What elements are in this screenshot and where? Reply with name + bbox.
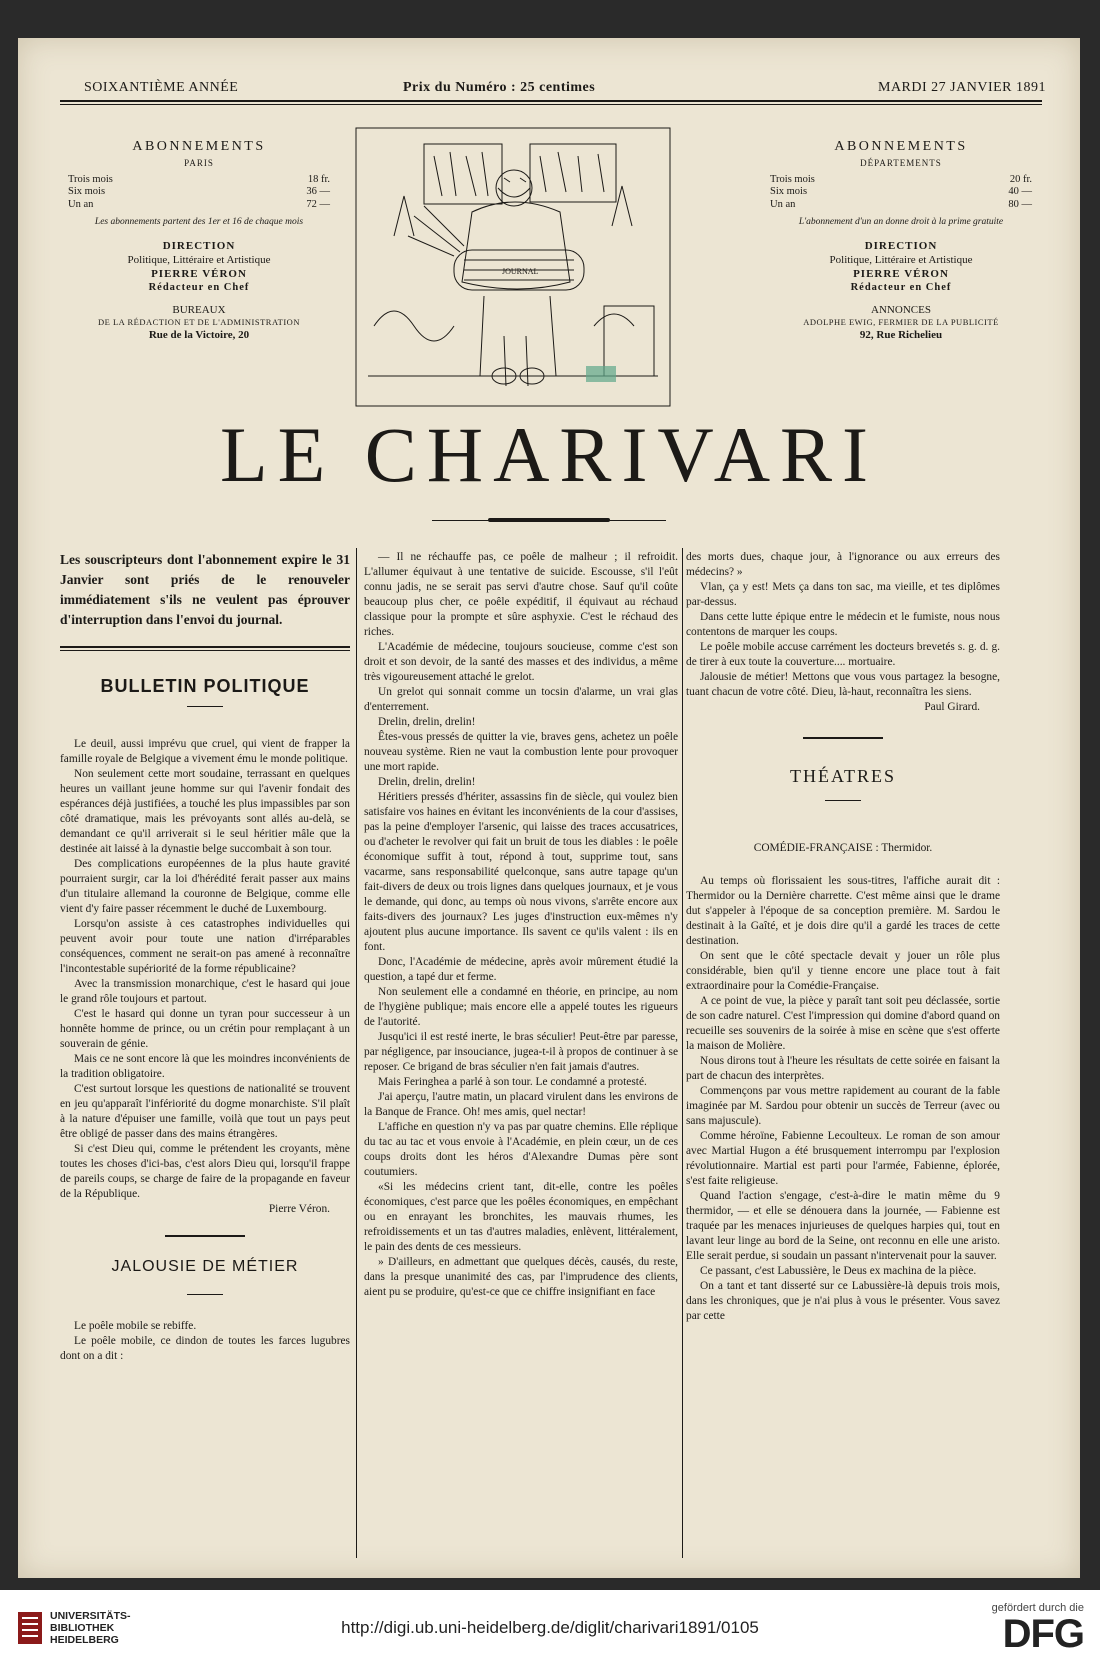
paragraph: Quand l'action s'engage, c'est-à-dire le matin même du 9 thermidor, — et elle se dénouera dans la journée, — Fabienne est traquée par les menaces injurieuses de quelques harpies qui, tout en lavant leur linge au bord de la Seine, ont reconnu en elle une aristo. Elle serait perdue, si soudain un passant n'intervenait pour la sauver. (686, 1190, 1000, 1262)
table-row: Trois mois 20 fr. (770, 173, 1032, 185)
paragraph: Commençons par vous mettre rapidement au courant de la fable imaginée par M. Sardou pour obtenir un succès de Terreur (avec ou sans majuscule). (686, 1085, 1000, 1127)
paragraph: Au temps où florissaient les sous-titres, l'affiche aurait dit : Thermidor ou la Dernière charrette. C'est même ainsi que le drame dut s'appeler à l'époque de sa conception première. M. Sardou le destinait à la Gaîté, et je dois dire qu'il a gardé les traces de cette destination. (686, 875, 1000, 947)
digitization-footer (0, 1590, 1100, 1674)
paragraph: Jalousie de métier! Mettons que vous vous partagez la besogne, tuant chacun de votre côté. Dieu, là-haut, reconnaîtra les siens. (686, 671, 1000, 698)
newspaper-page (18, 38, 1080, 1578)
column-3 (686, 550, 1000, 1324)
paragraph: Dans cette lutte épique entre le médecin et le fumiste, nous nous contentons de marquer les coups. (686, 611, 1000, 638)
abo-region: DÉPARTEMENTS (860, 158, 942, 169)
paragraph: Donc, l'Académie de médecine, après avoir mûrement étudié la question, a tapé dur et ferme. (364, 956, 678, 983)
director-name: PIERRE VÉRON (151, 268, 247, 281)
office-label: BUREAUX (172, 304, 226, 317)
paragraph: Mais ce ne sont encore là que les moindres inconvénients de la tradition obligatoire. (60, 1053, 350, 1080)
theatres-heading: THÉATRES (790, 766, 896, 786)
table-row: Six mois 36 — (68, 186, 330, 198)
paragraph: On sent que le côté spectacle devait y jouer un rôle plus considérable, bien qu'il y tienne encore une place tout à fait extraordinaire pour la Comédie-Française. (686, 950, 1000, 992)
paragraph: Avec la transmission monarchique, c'est le hasard qui joue le grand rôle toujours et partout. (60, 978, 350, 1005)
masthead-price: Prix du Numéro : 25 centimes (403, 80, 596, 95)
column-divider (682, 548, 683, 1558)
newspaper-title: LE CHARIVARI (219, 411, 879, 498)
column-divider (356, 548, 357, 1558)
office-address: Rue de la Victoire, 20 (148, 329, 250, 342)
source-url-link[interactable]: http://digi.ub.uni-heidelberg.de/diglit/charivari1891/0105 (341, 1618, 759, 1637)
paragraph: Vlan, ça y est! Mets ça dans ton sac, ma vieille, et tes diplômes par-dessus. (686, 581, 1000, 608)
abo-price-table (770, 174, 1032, 212)
direction-desc: Politique, Littéraire et Artistique (829, 253, 973, 266)
paragraph: Non seulement cette mort soudaine, terrassant en quelques heures un vaillant jeune homme sur qui l'avenir fondait des espérances déjà justifiées, a touché les plus impassibles par son côté dramatique, mais les prévoyants sont allés au-delà, se demandant ce qu'il arriverait si le seul héritier mâle que la destinée ait laissé à la dynastie belge succombait à son tour. (60, 768, 350, 855)
funded-by-label: gefördert durch die (991, 1602, 1084, 1614)
article-signature: Paul Girard. (924, 701, 980, 713)
director-role: Rédacteur en Chef (850, 282, 952, 294)
paragraph: Lorsqu'on assiste à ces catastrophes individuelles qui peuvent avoir pour toute une nation d'irréparables conséquences, comment ne serait-on pas amené à reconnaître l'incontestable supériorité de la forme républicaine? (60, 918, 350, 975)
bulletin-heading: BULLETIN POLITIQUE (100, 676, 310, 696)
paragraph: Nous dirons tout à l'heure les résultats de cette soirée en faisant la part de chacun des interprètes. (686, 1055, 1000, 1082)
paragraph: L'Académie de médecine, toujours soucieuse, comme c'est son droit et son devoir, de la santé des masses et des individus, a même très vigoureusement attaché le grelot. (364, 641, 678, 683)
table-row: Trois mois 18 fr. (68, 173, 330, 185)
caricature-vignette (354, 126, 672, 408)
office-desc: DE LA RÉDACTION ET DE L'ADMINISTRATION (98, 317, 300, 328)
paragraph: C'est le hasard qui donne un tyran pour successeur à un honnête homme de prince, ou un crétin pour remplaçant à un souverain de génie. (60, 1008, 350, 1050)
ads-desc: ADOLPHE EWIG, FERMIER DE LA PUBLICITÉ (803, 317, 999, 328)
masthead-year: SOIXANTIÈME ANNÉE (84, 80, 239, 95)
abo-note: Les abonnements partent des 1er et 16 de chaque mois (94, 217, 304, 228)
paragraph: J'ai aperçu, l'autre matin, un placard virulent dans les environs de la Banque de France. Oh! mes amis, quel nectar! (364, 1091, 678, 1118)
director-role: Rédacteur en Chef (148, 282, 250, 294)
direction-label: DIRECTION (162, 239, 236, 252)
direction-desc: Politique, Littéraire et Artistique (127, 253, 271, 266)
paragraph: Le deuil, aussi imprévu que cruel, qui vient de frapper la famille royale de Belgique a vivement ému le monde politique. (60, 738, 350, 765)
paragraph: Héritiers pressés d'hériter, assassins fin de siècle, qui voulez bien satisfaire vos haines en évitant les inconvénients de la cour d'assises, pas la peine d'employer l'arsenic, qui laisse des traces accusatrices, ou d'acheter le revolver qui fait un bruit de tous les diables : le poêle économique suffit à tout, répond à tout, supprime tout, sans vacarme, sans responsabilité quelconque, sans autre tapage qu'un fait-divers de deux ou trois lignes dans quelques journaux, et je vous le demande, qui donc, au temps où nous vivons, s'arrête encore aux faits-divers des journaux? Les juges d'instruction eux-mêmes n'y ajoutent plus aucune importance. Ils savent ce qu'ils valent : ils en font. (364, 791, 678, 953)
vignette-scroll-text: JOURNAL (502, 267, 539, 276)
paragraph: Un grelot qui sonnait comme un tocsin d'alarme, un vrai glas d'enterrement. (364, 686, 678, 713)
paragraph: Drelin, drelin, drelin! (378, 776, 476, 788)
paragraph: Si c'est Dieu qui, comme le prétendent les croyants, mène toutes les choses d'ici-bas, c'est alors Dieu qui, lorsqu'il frappe de pareils coups, se charge de faire de la propagande en faveur de la République. (60, 1143, 350, 1200)
subscriptions-paris (68, 138, 330, 343)
title-ornament (488, 518, 610, 522)
paragraph: Non seulement elle a condamné en théorie, en principe, au nom de l'hygiène publique; mais encore elle a appelé toutes les rigueurs de l'autorité. (364, 986, 678, 1028)
direction-label: DIRECTION (864, 239, 938, 252)
subscription-notice: Les souscripteurs dont l'abonnement expire le 31 Janvier sont priés de le renouveler immédiatement s'ils ne veulent pas éprouver d'interruption dans l'envoi du journal. (60, 552, 350, 627)
paragraph: Êtes-vous pressés de quitter la vie, braves gens, achetez un poêle nouveau système. Rien ne vaut la combustion lente pour provoquer une mort rapide. (364, 731, 678, 773)
paragraph: Mais Feringhea a parlé à son tour. Le condamné a protesté. (378, 1076, 647, 1088)
abo-heading: ABONNEMENTS (132, 139, 266, 154)
column-1 (60, 550, 350, 1364)
paragraph: Jusqu'ici il est resté inerte, le bras séculier! Peut-être par paresse, par négligence, par insouciance, jugea-t-il à propos de continuer à se reposer. Ce brigand de bras séculier n'en fait jamais d'autres. (364, 1031, 678, 1073)
abo-region: PARIS (184, 158, 214, 169)
paragraph: Le poêle mobile, ce dindon de toutes les farces lugubres dont on a dit : (60, 1335, 350, 1362)
column-2 (364, 550, 678, 1300)
paragraph: Des complications européennes de la plus haute gravité pourraient surgir, car la loi d'hérédité ferait passer aux mains d'un titulaire allemand la couronne de Belgique, comme elle vient d'y faire passer récemment le duché de Luxembourg. (60, 858, 350, 915)
masthead-rule (60, 100, 1042, 102)
library-name: UNIVERSITÄTS- BIBLIOTHEK HEIDELBERG (50, 1610, 131, 1646)
jalousie-heading: JALOUSIE DE MÉTIER (111, 1258, 299, 1275)
paragraph: A ce point de vue, la pièce y paraît tant soit peu déclassée, sortie de son cadre naturel. C'est l'impression qui domine d'abord quand on recueille ses souvenirs de la soirée à mise en scène que s'est offerte la maison de Molière. (686, 995, 1000, 1052)
paragraph: » D'ailleurs, en admettant que quelques décès, causés, du reste, dans la presque unanimité des cas, par l'imprudence des clients, aient pu se produire, qu'est-ce que ce chiffre insignifiant en face (364, 1256, 678, 1298)
paragraph: Drelin, drelin, drelin! (378, 716, 476, 728)
abo-price-table (68, 174, 330, 212)
table-row: Un an 80 — (770, 199, 1032, 211)
table-row: Six mois 40 — (770, 186, 1032, 198)
ads-address: 92, Rue Richelieu (859, 329, 943, 342)
subscriptions-departements (770, 138, 1032, 343)
paragraph: Ce passant, c'est Labussière, le Deus ex machina de la pièce. (700, 1265, 977, 1277)
paragraph: Le poêle mobile accuse carrément les docteurs brevetés s. g. d. g. de tirer à eux toute la couverture.... mortuaire. (686, 641, 1000, 668)
dfg-wordmark: DFG (1002, 1612, 1084, 1656)
bulletin-signature: Pierre Véron. (268, 1203, 330, 1215)
ads-label: ANNONCES (871, 304, 931, 317)
table-row: Un an 72 — (68, 199, 330, 211)
paragraph: — Il ne réchauffe pas, ce poêle de malheur ; il refroidit. L'allumer équivaut à une tentative de suicide. Escousse, s'il l'eût connu jadis, ne se serait pas servi d'autre chose. Sauf qu'il coûte beaucoup plus cher, ce poêle expéditif, il équivaut au réchaud classique pour la prompte et sûre asphyxie. C'est le réchaud des riches. (364, 551, 678, 638)
paragraph: des morts dues, chaque jour, à l'ignorance ou aux erreurs des médecins? » (686, 551, 1000, 578)
abo-note: L'abonnement d'un an donne droit à la prime gratuite (798, 217, 1004, 228)
paragraph: «Si les médecins crient tant, dit-elle, contre les poêles économiques, c'est parce que les poêles économiques, en empêchant ou en enrayant les bronchites, les mauvais rhumes, les refroidissements et un tas d'autres maladies, enlèvent, littéralement, le pain des dents de ces messieurs. (364, 1181, 678, 1253)
masthead-date: MARDI 27 JANVIER 1891 (878, 80, 1046, 95)
masthead-rule-thin (60, 104, 1042, 105)
director-name: PIERRE VÉRON (853, 268, 949, 281)
paragraph: Comme héroïne, Fabienne Lecoulteux. Le roman de son amour avec Martial Hugon a été brusquement interrompu par l'explosion révolutionnaire. Martial est parti pour l'armée, Fabienne, éplorée, s'est faite religieuse. (686, 1130, 1000, 1187)
paragraph: L'affiche en question n'y va pas par quatre chemins. Elle réplique du tac au tac et vous envoie à l'Académie, en plein cœur, un de ces coups droits dont les héros d'Alexandre Dumas père sont coutumiers. (364, 1121, 678, 1178)
paragraph: On a tant et tant disserté sur ce Labussière-là depuis trois mois, dans les chroniques, que je n'ai plus à vous le présenter. Vous savez par cette (686, 1280, 1000, 1322)
paragraph: C'est surtout lorsque les questions de nationalité se trouvent en jeu qu'apparaît l'infériorité du dogme monarchiste. S'il plaît à la nature d'épuiser une famille, voilà que tout un pays peut être obligé de passer dans des mains étrangères. (60, 1083, 350, 1140)
play-title: COMÉDIE-FRANÇAISE : Thermidor. (753, 842, 933, 854)
dfg-logo[interactable] (992, 1602, 1084, 1654)
abo-heading: ABONNEMENTS (834, 139, 968, 154)
paragraph: Le poêle mobile se rebiffe. (74, 1320, 197, 1332)
